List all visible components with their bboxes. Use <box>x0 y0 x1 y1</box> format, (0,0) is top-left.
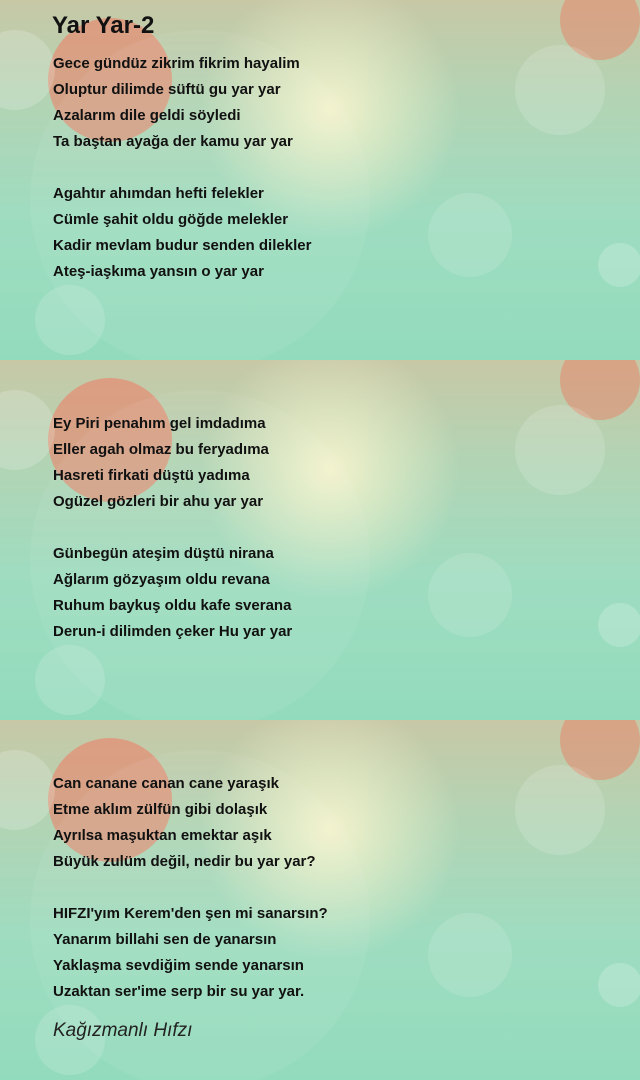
poem-line: Azalarım dile geldi söyledi <box>53 107 241 124</box>
poem-line: Etme aklım zülfün gibi dolaşık <box>53 801 268 818</box>
poem-line: Hasreti firkati düştü yadıma <box>53 467 250 484</box>
stanza-4 <box>53 541 292 645</box>
poem-line: Oluptur dilimde süftü gu yar yar <box>53 81 281 98</box>
poem-line: Uzaktan ser'ime serp bir su yar yar. <box>53 983 305 1000</box>
poem-author: Kağızmanlı Hıfzı <box>53 1020 193 1041</box>
stanza-5 <box>53 771 316 875</box>
poem-line: Günbegün ateşim düştü nirana <box>53 545 274 562</box>
poem-line: Ateş-iaşkıma yansın o yar yar <box>53 263 264 280</box>
poem-line: Cümle şahit oldu göğde melekler <box>53 211 289 228</box>
poem-line: Gece gündüz zikrim fikrim hayalim <box>53 55 300 72</box>
stanza-6 <box>53 901 328 1005</box>
poem-line: Büyük zulüm değil, nedir bu yar yar? <box>53 853 316 870</box>
poem-line: Eller agah olmaz bu feryadıma <box>53 441 269 458</box>
stanza-1 <box>53 51 300 155</box>
stanza-2 <box>53 181 311 285</box>
poem-line: Derun-i dilimden çeker Hu yar yar <box>53 623 293 640</box>
stanza-3 <box>53 411 269 515</box>
poem-line: Ayrılsa maşuktan emektar aşık <box>53 827 272 844</box>
poem-line: Ağlarım gözyaşım oldu revana <box>53 571 270 588</box>
poem-line: Can canane canan cane yaraşık <box>53 775 279 792</box>
poem-line: Ruhum baykuş oldu kafe sverana <box>53 597 292 614</box>
poem-line: Ogüzel gözleri bir ahu yar yar <box>53 493 264 510</box>
poem-line: Ey Piri penahım gel imdadıma <box>53 415 266 432</box>
poem-line: Yanarım billahi sen de yanarsın <box>53 931 277 948</box>
poem-line: Ta baştan ayağa der kamu yar yar <box>53 133 293 150</box>
poem-line: Kadir mevlam budur senden dilekler <box>53 237 312 254</box>
poem-line: Agahtır ahımdan hefti felekler <box>53 185 264 202</box>
poem-line: Yaklaşma sevdiğim sende yanarsın <box>53 957 304 974</box>
poem-title: Yar Yar-2 <box>52 12 155 39</box>
poem-line: HIFZI'yım Kerem'den şen mi sanarsın? <box>53 905 328 922</box>
